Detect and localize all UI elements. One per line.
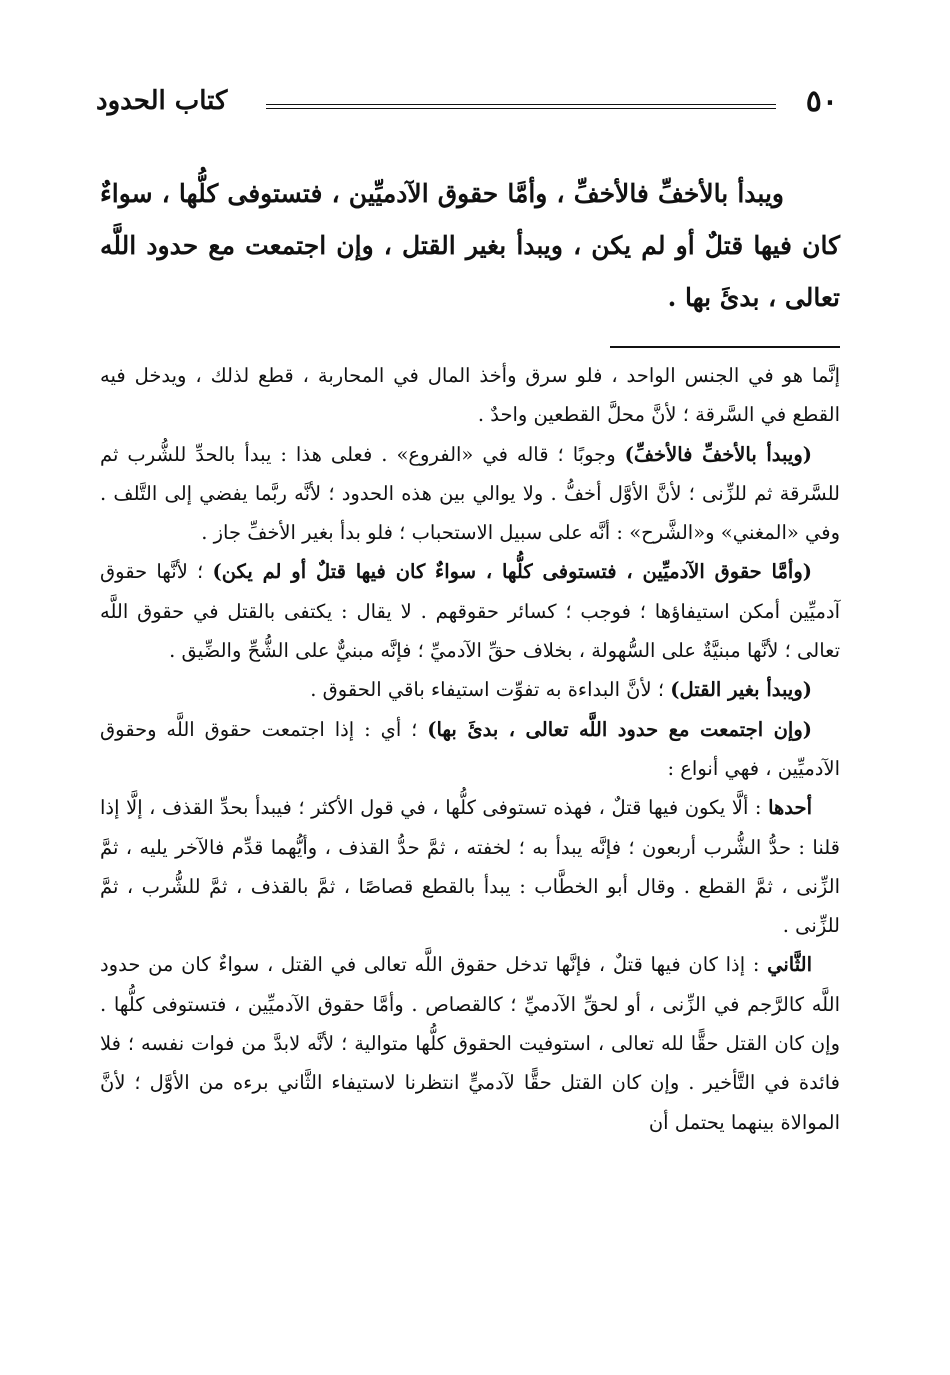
matn-paragraph: ويبدأ بالأخفِّ فالأخفِّ ، وأمَّا حقوق الآدميِّين ، فتستوفى كلُّها ، سواءٌ كان فيها قتلٌ أو لم يكن ، ويبدأ بغير القتل ، وإن اجتمعت مع حدود اللَّه تعالى ، بدئَ بها . [100, 179, 840, 312]
commentary-paragraph [100, 710, 840, 789]
quoted-matn: (وإن اجتمعت مع حدود اللَّه تعالى ، بدئَ بها) [427, 717, 812, 741]
page-number: ٥٠ [805, 84, 838, 119]
commentary-paragraph [100, 788, 840, 945]
page-header [96, 84, 846, 124]
commentary-paragraph [100, 670, 840, 709]
commentary-paragraph [100, 552, 840, 670]
commentary-span: وجوبًا ؛ قاله في «الفروع» . فعلى هذا : يبدأ بالحدِّ للشُّرب ثم للسَّرقة ثم للزِّنى ؛ لأنَّ الأوَّل أخفُّ . ولا يوالي بين هذه الحدود ؛ لأنَّه ربَّما يفضي إلى التَّلف . وفي «المغني» و«الشَّرح» : أنَّه على سبيل الاستحباب ؛ فلو بدأ بغير الأخفِّ جاز . [100, 442, 840, 545]
quoted-matn: (وأمَّا حقوق الآدميِّين ، فتستوفى كلُّها ، سواءٌ كان فيها قتلٌ أو لم يكن) [212, 560, 812, 584]
matn-text [100, 168, 840, 324]
commentary-text [100, 356, 840, 1142]
footnote-separator [610, 346, 840, 348]
commentary-paragraph: إنَّما هو في الجنس الواحد ، فلو سرق وأخذ المال في المحاربة ، قطع لذلك ، ويدخل فيه القطع في السَّرقة ؛ لأنَّ محلَّ القطعين واحدٌ . [100, 364, 840, 427]
commentary-paragraph [100, 435, 840, 553]
commentary-span: : ألَّا يكون فيها قتلٌ ، فهذه تستوفى كلُّها ، في قول الأكثر ؛ فيبدأ بحدِّ القذف ، إلَّا إذا قلنا : حدُّ الشُّرب أربعون ؛ فإنَّه يبدأ به ؛ لخفته ، ثمَّ حدُّ القذف ، وأيُّهما قدِّم فالآخر يليه ، ثمَّ الزِّنى ، ثمَّ القطع . وقال أبو الخطَّاب : يبدأ بالقطع قصاصًا ، ثمَّ بالقذف ، ثمَّ للشُّرب ، ثمَّ للزِّنى . [100, 796, 840, 938]
commentary-span: ؛ أي : إذا اجتمعت حقوق اللَّه وحقوق الآدميِّين ، فهي أنواع : [100, 717, 840, 780]
commentary-paragraph [100, 945, 840, 1141]
commentary-span: ؛ لأنَّها حقوق آدميِّين أمكن استيفاؤها ؛ فوجب ؛ كسائر حقوقهم . لا يقال : يكتفى بالقتل في حقوق اللَّه تعالى ؛ لأنَّها مبنيَّةٌ على السُّهولة ، بخلاف حقِّ الآدميِّ ؛ فإنَّه مبنيٌّ على الشُّحِّ والضِّيق . [100, 560, 840, 663]
header-rule [266, 104, 776, 109]
quoted-matn: (ويبدأ بالأخفِّ فالأخفِّ) [624, 442, 812, 466]
section-heading: أحدها [768, 796, 812, 820]
quoted-matn: (ويبدأ بغير القتل) [670, 678, 812, 702]
section-heading: الثَّاني [767, 953, 812, 977]
commentary-span: : إذا كان فيها قتلٌ ، فإنَّها تدخل حقوق اللَّه تعالى في القتل ، سواءٌ كان من حدود اللَّه كالرَّجم في الزِّنى ، أو لحقِّ الآدميِّ ؛ كالقصاص . وأمَّا حقوق الآدميِّين ، فتستوفى كلُّها . وإن كان القتل حقًّا لله تعالى ، استوفيت الحقوق كلُّها متوالية ؛ لأنَّه لابدَّ من فوات نفسه ؛ فلا فائدة في التَّأخير . وإن كان القتل حقًّا لآدميٍّ انتظرنا لاستيفاء الثَّاني برءه من الأوَّل ؛ لأنَّ الموالاة بينهما يحتمل أن [100, 953, 840, 1134]
running-title: كتاب الحدود [96, 86, 228, 116]
commentary-span: ؛ لأنَّ البداءة به تفوِّت استيفاء باقي الحقوق . [310, 678, 671, 702]
